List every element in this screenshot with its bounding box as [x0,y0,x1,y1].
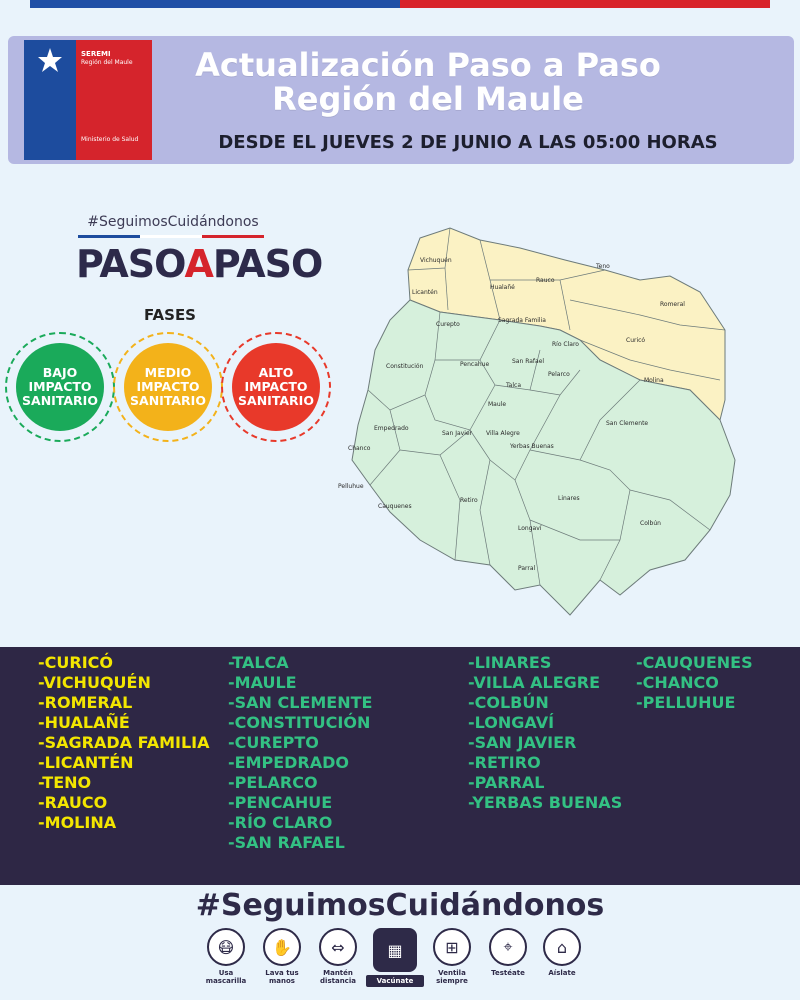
tip-mask [200,928,252,985]
tip-label: Aíslate [548,969,576,977]
map-label-teno: Teno [596,263,610,270]
list-item: -SAN CLEMENTE [228,693,373,712]
map-label-maule: Maule [488,401,507,408]
list-item: -ROMERAL [38,693,133,712]
hashtag-small: #SeguimosCuidándonos [87,214,259,230]
page-title-line2: Región del Maule [272,80,584,118]
logo-word-paso2: PASO [212,242,323,286]
seremi-title: SEREMI [81,50,111,58]
phase-medium-badge: MEDIO IMPACTO SANITARIO [124,343,212,431]
map-label-sagrada-familia: Sagrada Familia [498,317,546,324]
map-label-empedrado: Empedrado [374,425,409,432]
phase-low-badge: BAJO IMPACTO SANITARIO [16,343,104,431]
map-label-rio-claro: Río Claro [552,341,579,348]
list-item: -PENCAHUE [228,793,333,812]
list-item: -CAUQUENES [636,653,753,672]
map-label-chanco: Chanco [348,445,371,452]
list-item: -TENO [38,773,92,792]
tip-label: Usa mascarilla [205,969,247,985]
list-item: -CUREPTO [228,733,319,752]
window-icon: ⊞ [433,928,471,966]
logo-word-paso1: PASO [76,242,185,286]
tip-distance [312,928,364,985]
map-label-parral: Parral [518,565,536,572]
map-label-retiro: Retiro [460,497,478,504]
map-label-constitucion: Constitución [386,363,424,370]
tip-test [482,928,534,977]
test-icon: ⌖ [489,928,527,966]
logo-word-a: A [184,242,213,286]
map-label-pencahue: Pencahue [460,361,490,368]
list-item: -COLBÚN [468,693,549,712]
region-map [330,220,750,620]
map-label-curico: Curicó [626,337,646,344]
map-label-longavi: Longaví [518,525,542,532]
tip-label: Ventila siempre [436,969,468,985]
seremi-logo [24,40,152,160]
list-item: -EMPEDRADO [228,753,350,772]
list-item: -HUALAÑÉ [38,713,130,732]
map-label-licanten: Licantén [412,289,438,296]
map-label-san-javier: San Javier [442,430,473,437]
list-item: -CONSTITUCIÓN [228,713,371,732]
yellow-phase-list [38,653,210,833]
list-item: -MOLINA [38,813,117,832]
green-phase-list-3 [636,653,753,713]
header-banner [8,36,794,164]
map-label-romeral: Romeral [660,301,685,308]
map-label-molina: Molina [644,377,664,384]
list-item: -LICANTÉN [38,753,134,772]
hands-icon: ✋ [263,928,301,966]
footer-hashtag: #SeguimosCuidándonos [195,888,605,923]
tip-isolate [536,928,588,977]
coat-of-arms-icon [32,46,68,76]
list-item: -CHANCO [636,673,719,692]
phase-high-badge: ALTO IMPACTO SANITARIO [232,343,320,431]
map-label-san-clemente: San Clemente [606,420,649,427]
green-phase-list-2 [468,653,622,813]
list-item: -YERBAS BUENAS [468,793,623,812]
list-item: -VICHUQUÉN [38,673,151,692]
list-item: -LINARES [468,653,552,672]
list-item: -PELARCO [228,773,318,792]
paso-a-paso-logo [76,242,323,286]
page-title-line1: Actualización Paso a Paso [195,46,661,84]
map-label-curepto: Curepto [436,321,460,328]
isolate-icon: ⌂ [543,928,581,966]
map-label-san-rafael: San Rafael [512,358,545,365]
communes-list-panel [0,647,800,885]
list-item: -TALCA [228,653,289,672]
map-label-vichuquen: Vichuquén [420,257,452,264]
map-label-cauquenes: Cauquenes [378,503,412,510]
map-label-pelluhue: Pelluhue [338,483,364,490]
flag-red-stripe [400,0,770,8]
list-item: -RÍO CLARO [228,813,333,832]
map-label-pelarco: Pelarco [548,371,570,378]
tip-label: Vacúnate [366,975,424,987]
list-item: -SAN RAFAEL [228,833,345,852]
ministry-label: Ministerio de Salud [81,136,139,143]
map-label-yerbas-buenas: Yerbas Buenas [510,443,554,450]
list-item: -LONGAVÍ [468,713,555,732]
distance-icon: ⇔ [319,928,357,966]
tip-vaccinate [366,928,424,987]
tip-ventilate [426,928,478,985]
list-item: -PARRAL [468,773,545,792]
list-item: -MAULE [228,673,297,692]
list-item: -CURICÓ [38,653,113,672]
map-label-hualane: Hualañé [490,284,515,291]
map-label-linares: Linares [558,495,580,502]
tip-label: Mantén distancia [320,969,356,985]
region-map-svg [330,220,750,620]
list-item: -VILLA ALEGRE [468,673,601,692]
map-label-colbun: Colbún [640,520,661,527]
map-label-villa-alegre: Villa Alegre [486,430,520,437]
logo-flag-line [78,235,264,238]
top-flag-bar [30,0,770,8]
mask-icon: 😷 [207,928,245,966]
green-phase-list-1 [228,653,372,853]
flag-blue-stripe [30,0,400,8]
list-item: -SAN JAVIER [468,733,577,752]
tip-wash-hands [256,928,308,985]
map-label-rauco: Rauco [536,277,555,284]
calendar-icon: ▦ [373,928,417,972]
list-item: -SAGRADA FAMILIA [38,733,210,752]
prevention-icons-row [200,928,600,998]
map-label-talca: Talca [506,382,521,389]
tip-label: Testéate [491,969,525,977]
phases-label: FASES [144,306,196,324]
list-item: -RAUCO [38,793,108,812]
date-line: DESDE EL JUEVES 2 DE JUNIO A LAS 05:00 HORAS [218,132,718,153]
seremi-region: Región del Maule [81,59,133,66]
tip-label: Lava tus manos [265,969,299,985]
list-item: -RETIRO [468,753,541,772]
list-item: -PELLUHUE [636,693,736,712]
